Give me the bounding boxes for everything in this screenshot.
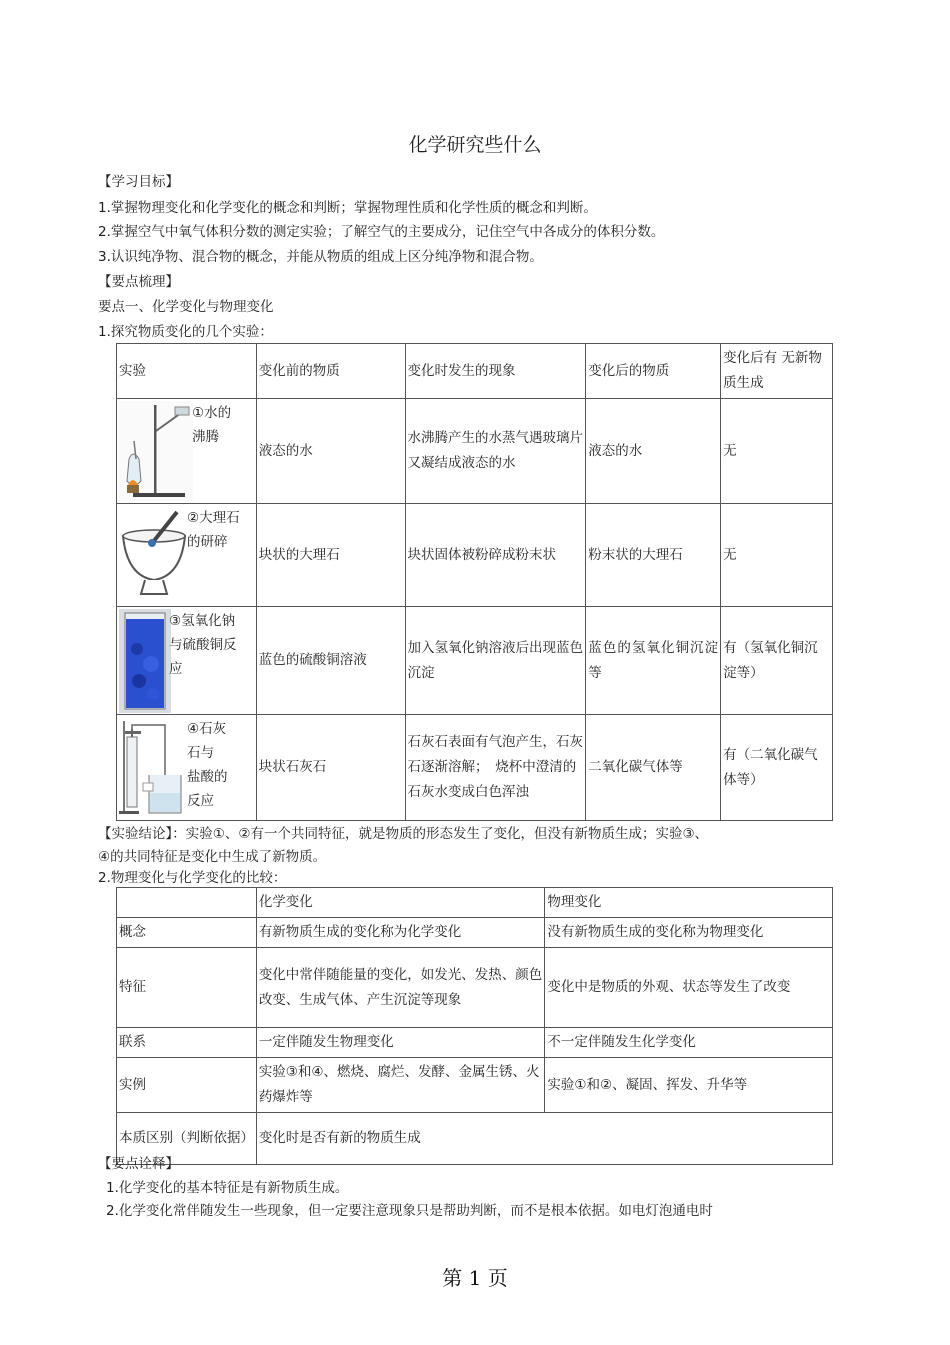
experiment-cell [117,607,257,715]
explain-heading: 【要点诠释】 [98,1156,179,1172]
phys-cell: 实验①和②、凝固、挥发、升华等 [545,1058,833,1113]
before-cell: 块状的大理石 [256,504,405,607]
new-substance-cell: 有（二氧化碳气体等） [721,715,833,821]
table-row [117,715,833,821]
table-header-row [117,344,833,399]
experiment-label: 盐酸的 [187,769,228,785]
row-label: 特征 [117,948,257,1028]
table-row [117,399,833,504]
new-substance-cell: 有（氢氧化铜沉淀等） [721,607,833,715]
table-header-row [117,888,833,918]
experiment-label: ②大理石 [187,510,240,526]
row-label: 概念 [117,918,257,948]
row-label: 实例 [117,1058,257,1113]
conclusion-text: 【实验结论】：实验①、②有一个共同特征，就是物质的形态发生了变化，但没有新物质生成；实验③、 [98,826,709,842]
mortar-pestle-icon [119,506,189,601]
header-cell: 变化时发生的现象 [405,344,586,399]
experiment-label: ④石灰 [187,721,227,737]
after-cell: 粉末状的大理石 [586,504,721,607]
new-substance-cell: 无 [721,399,833,504]
goal-item: 3.认识纯净物、混合物的概念，并能从物质的组成上区分纯净物和混合物。 [98,249,543,265]
blue-beaker-icon [119,609,171,713]
phys-cell: 变化中是物质的外观、状态等发生了改变 [545,948,833,1028]
explain-item: 1.化学变化的基本特征是有新物质生成。 [106,1180,349,1196]
experiment-label: 与硫酸铜反 [169,637,237,653]
comparison-subtitle: 2.物理变化与化学变化的比较： [98,870,287,886]
experiments-table [116,343,833,821]
header-cell: 实验 [117,344,257,399]
after-cell: 蓝色的氢氧化铜沉淀等 [586,607,721,715]
table-row [117,1058,833,1113]
phenomenon-cell: 水沸腾产生的水蒸气遇玻璃片又凝结成液态的水 [405,399,586,504]
row-label: 联系 [117,1028,257,1058]
after-cell: 二氧化碳气体等 [586,715,721,821]
experiment-label: 反应 [187,793,214,809]
chem-cell: 变化中常伴随能量的变化，如发光、发热、颜色改变、生成气体、产生沉淀等现象 [256,948,545,1028]
table-row [117,918,833,948]
points-heading: 【要点梳理】 [98,274,179,290]
experiment-label: ③氢氧化钠 [169,613,236,629]
essence-cell: 变化时是否有新的物质生成 [256,1113,832,1165]
phenomenon-cell: 加入氢氧化钠溶液后出现蓝色沉淀 [405,607,586,715]
chem-cell: 实验③和④、燃烧、腐烂、发酵、金属生锈、火药爆炸等 [256,1058,545,1113]
phys-cell: 没有新物质生成的变化称为物理变化 [545,918,833,948]
experiment-label: 应 [169,661,183,677]
before-cell: 液态的水 [256,399,405,504]
page-title: 化学研究些什么 [408,134,542,156]
point-one-title: 要点一、化学变化与物理变化 [98,299,274,315]
chem-cell: 有新物质生成的变化称为化学变化 [256,918,545,948]
experiment-label: ①水的 [192,405,232,421]
goal-item: 2.掌握空气中氧气体积分数的测定实验；了解空气的主要成分，记住空气中各成分的体积分数。 [98,224,665,240]
table-row [117,1113,833,1165]
phys-cell: 不一定伴随发生化学变化 [545,1028,833,1058]
before-cell: 块状石灰石 [256,715,405,821]
page-number: 第 1 页 [442,1266,508,1290]
table-row [117,607,833,715]
header-cell: 化学变化 [256,888,545,918]
before-cell: 蓝色的硫酸铜溶液 [256,607,405,715]
goal-item: 1.掌握物理变化和化学变化的概念和判断；掌握物理性质和化学性质的概念和判断。 [98,200,597,216]
phenomenon-cell: 石灰石表面有气泡产生，石灰石逐渐溶解； 烧杯中澄清的石灰水变成白色浑浊 [405,715,586,821]
explain-item: 2.化学变化常伴随发生一些现象，但一定要注意现象只是帮助判断，而不是根本依据。如电灯泡通电时 [106,1203,713,1219]
header-cell: 物理变化 [545,888,833,918]
boiling-apparatus-icon [119,401,193,501]
comparison-table [116,887,833,1165]
row-label: 本质区别（判断依据） [117,1113,257,1165]
experiment-label: 的研碎 [187,534,228,550]
header-cell: 变化前的物质 [256,344,405,399]
header-cell: 变化后的物质 [586,344,721,399]
experiment-cell [117,504,257,607]
experiment-label: 沸腾 [192,429,219,445]
experiment-label: 石与 [187,745,214,761]
header-cell: 变化后有 无新物质生成 [721,344,833,399]
experiment-cell [117,399,257,504]
table-row [117,948,833,1028]
after-cell: 液态的水 [586,399,721,504]
table-row [117,504,833,607]
experiments-subtitle: 1.探究物质变化的几个实验： [98,324,273,340]
conclusion-text: ④的共同特征是变化中生成了新物质。 [98,849,327,865]
phenomenon-cell: 块状固体被粉碎成粉末状 [405,504,586,607]
table-row [117,1028,833,1058]
header-cell [117,888,257,918]
gas-apparatus-icon [119,717,187,817]
experiment-cell [117,715,257,821]
goals-heading: 【学习目标】 [98,174,179,190]
new-substance-cell: 无 [721,504,833,607]
chem-cell: 一定伴随发生物理变化 [256,1028,545,1058]
